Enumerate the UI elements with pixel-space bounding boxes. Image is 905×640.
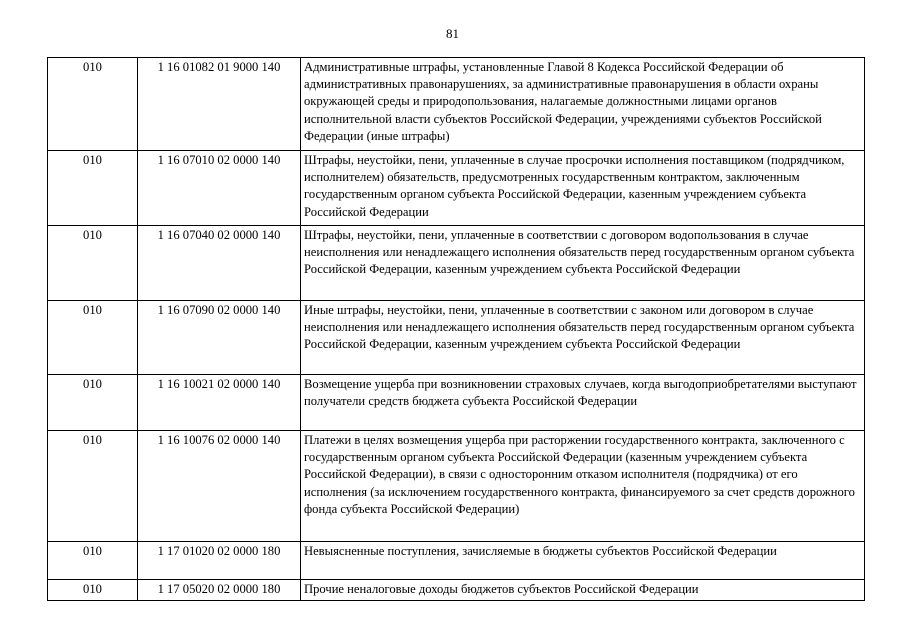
admin-code-cell: 010 [48,431,138,542]
revenue-name-cell: Платежи в целях возмещения ущерба при расторжении государственного контракта, заключенного с государственным органом субъекта Российской Федерации (казенным учреждением субъекта Российской Федерации), в связи с односторонним отказом исполнителя (подрядчика) от его исполнения (за исключением государственного контракта, финансируемого за счет средств дорожного фонда субъекта Российской Федерации) [301,431,865,542]
revenue-name-cell: Иные штрафы, неустойки, пени, уплаченные в соответствии с законом или договором в случае неисполнения или ненадлежащего исполнения обязательств перед государственным органом субъекта Российской Федерации, казенным учреждением субъекта Российской Федерации [301,301,865,375]
table-row [48,431,865,542]
budget-code-cell: 1 16 07090 02 0000 140 [138,301,301,375]
admin-code-cell: 010 [48,301,138,375]
budget-code-cell: 1 16 07040 02 0000 140 [138,226,301,301]
table-row [48,375,865,431]
budget-code-cell: 1 16 10076 02 0000 140 [138,431,301,542]
budget-code-cell: 1 16 07010 02 0000 140 [138,151,301,226]
table-row [48,58,865,151]
budget-classification-table [47,57,865,601]
table-row [48,226,865,301]
revenue-name-cell: Возмещение ущерба при возникновении страховых случаев, когда выгодоприобретателями выступают получатели средств бюджета субъекта Российской Федерации [301,375,865,431]
budget-code-cell: 1 16 01082 01 9000 140 [138,58,301,151]
revenue-name-cell: Прочие неналоговые доходы бюджетов субъектов Российской Федерации [301,580,865,601]
budget-code-cell: 1 17 01020 02 0000 180 [138,542,301,580]
revenue-name-cell: Штрафы, неустойки, пени, уплаченные в случае просрочки исполнения поставщиком (подрядчиком, исполнителем) обязательств, предусмотренных государственным контрактом, заключенным государственным органом субъекта Российской Федерации, казенным учреждением субъекта Российской Федерации [301,151,865,226]
table-row [48,301,865,375]
admin-code-cell: 010 [48,542,138,580]
admin-code-cell: 010 [48,226,138,301]
table-row [48,580,865,601]
revenue-name-cell: Невыясненные поступления, зачисляемые в бюджеты субъектов Российской Федерации [301,542,865,580]
admin-code-cell: 010 [48,151,138,226]
admin-code-cell: 010 [48,580,138,601]
table-row [48,151,865,226]
admin-code-cell: 010 [48,375,138,431]
revenue-name-cell: Административные штрафы, установленные Главой 8 Кодекса Российской Федерации об административных правонарушениях, за административные правонарушения в области охраны окружающей среды и природопользования, налагаемые должностными лицами органов исполнительной власти субъектов Российской Федерации, учреждениями субъектов Российской Федерации (иные штрафы) [301,58,865,151]
page-number: 81 [446,26,459,41]
table-row [48,542,865,580]
admin-code-cell: 010 [48,58,138,151]
budget-code-cell: 1 17 05020 02 0000 180 [138,580,301,601]
revenue-name-cell: Штрафы, неустойки, пени, уплаченные в соответствии с договором водопользования в случае неисполнения или ненадлежащего исполнения обязательств перед государственным органом субъекта Российской Федерации, казенным учреждением субъекта Российской Федерации [301,226,865,301]
budget-code-cell: 1 16 10021 02 0000 140 [138,375,301,431]
